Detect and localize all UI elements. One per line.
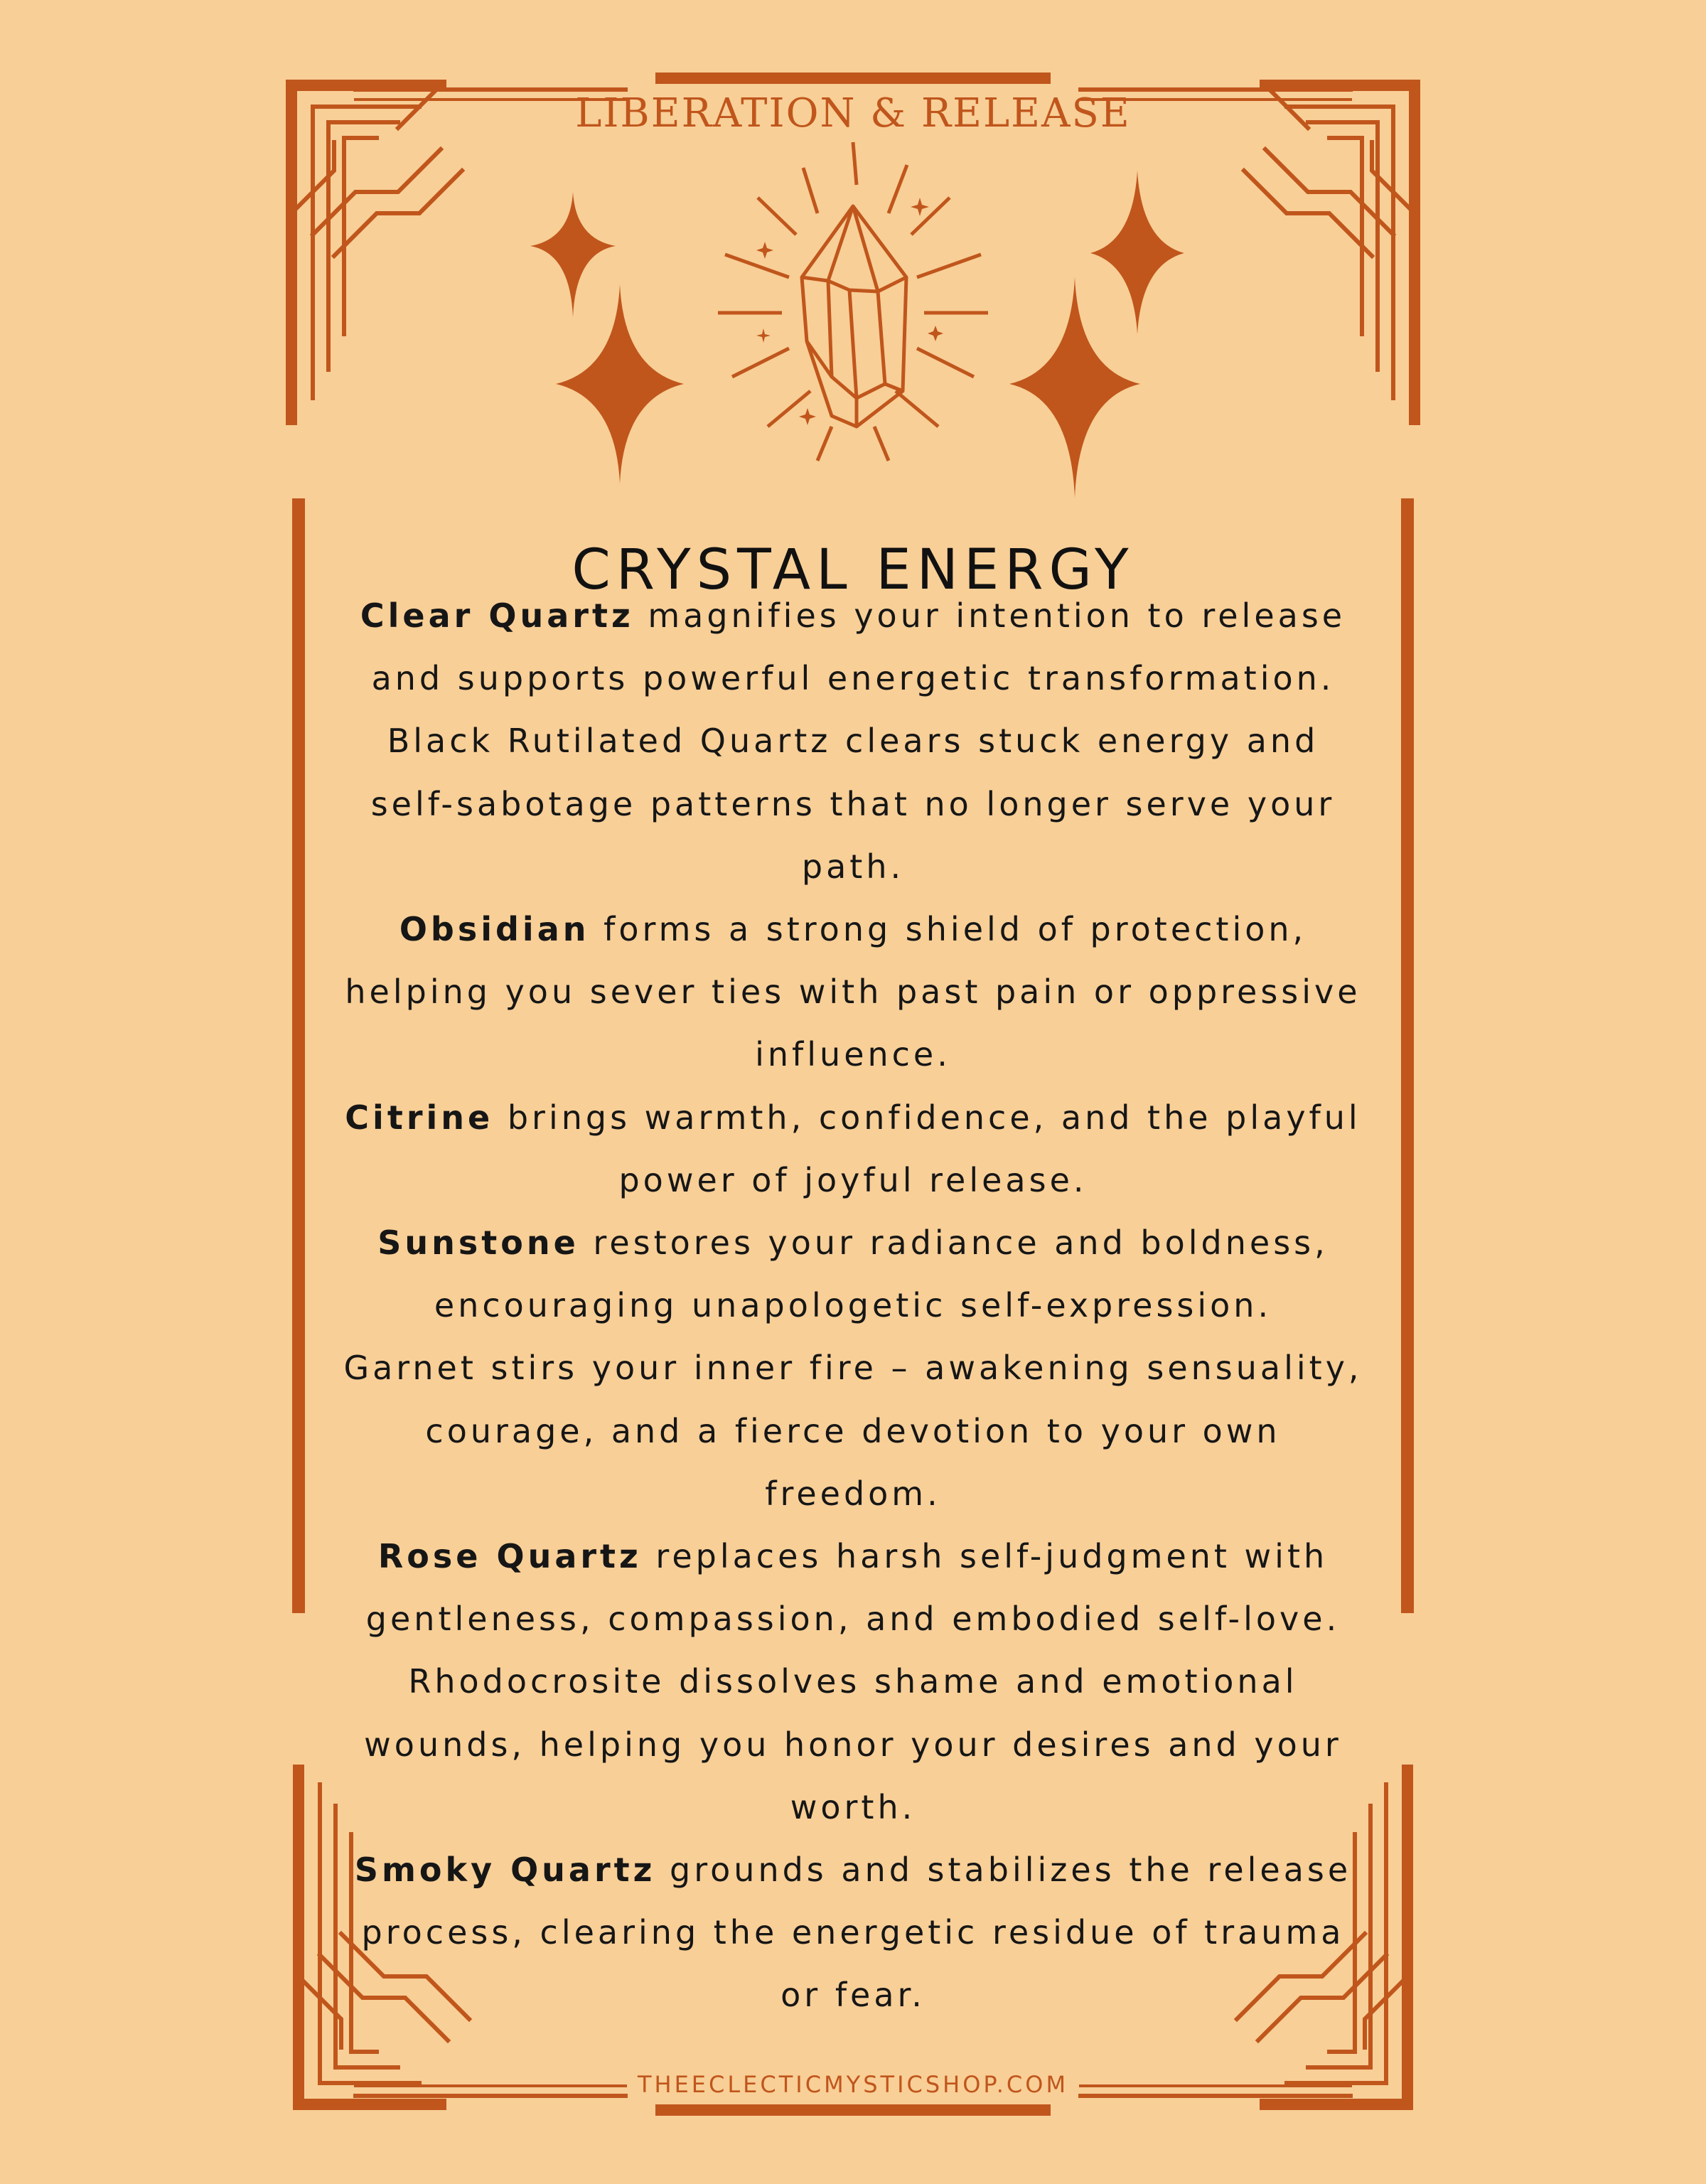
crystal-entry (341, 584, 1365, 710)
crystal-name: Obsidian (399, 910, 590, 949)
crystal-description: brings warmth, confidence, and the playful power of joyful release. (493, 1098, 1361, 1199)
crystal-entry (341, 1211, 1365, 1337)
crystal-description: Garnet stirs your inner fire – awakening sensuality, courage, and a fierce devotion to your own freedom. (343, 1349, 1363, 1513)
crystal-icon (718, 142, 988, 461)
crystal-description: grounds and stabilizes the release process, clearing the energetic residue of trauma or fear. (361, 1851, 1352, 2015)
website-footer: THEECLECTICMYSTICSHOP.COM (637, 2071, 1069, 2098)
crystal-name: Clear Quartz (360, 596, 634, 635)
crystal-entry (341, 1086, 1365, 1211)
crystal-name: Rose Quartz (377, 1537, 642, 1576)
crystal-name: Sunstone (377, 1224, 579, 1263)
crystal-name: Smoky Quartz (354, 1851, 656, 1890)
crystal-description: restores your radiance and boldness, encouraging unapologetic self-expression. (434, 1224, 1329, 1325)
crystal-description: Black Rutilated Quartz clears stuck energy and self-sabotage patterns that no longer serve your path. (370, 722, 1336, 886)
crystal-entry (341, 1525, 1365, 1650)
crystal-description: replaces harsh self-judgment with gentleness, compassion, and embodied self-love. (365, 1537, 1341, 1639)
sparkle-small-right-icon (1090, 171, 1184, 334)
crystal-entry (341, 1838, 1365, 2027)
sparkle-large-left-icon (556, 284, 684, 483)
crystal-name: Citrine (345, 1098, 494, 1137)
sparkle-large-right-icon (1009, 277, 1140, 498)
crystal-descriptions (341, 584, 1365, 2027)
crystal-description: magnifies your intention to release and supports powerful energetic transformation. (371, 596, 1346, 698)
sparkle-small-left-icon (530, 192, 616, 317)
crystal-description: forms a strong shield of protection, helping you sever ties with past pain or oppressive influence. (345, 910, 1361, 1074)
crystal-entry (341, 1337, 1365, 1525)
crystal-entry (341, 1650, 1365, 1838)
crystal-entry (341, 898, 1365, 1086)
brand-header: LIBERATION & RELEASE (575, 90, 1131, 136)
crystal-entry (341, 710, 1365, 898)
crystal-description: Rhodocrosite dissolves shame and emotional wounds, helping you honor your desires and your worth. (364, 1662, 1342, 1826)
page-title: CRYSTAL ENERGY (572, 538, 1134, 603)
